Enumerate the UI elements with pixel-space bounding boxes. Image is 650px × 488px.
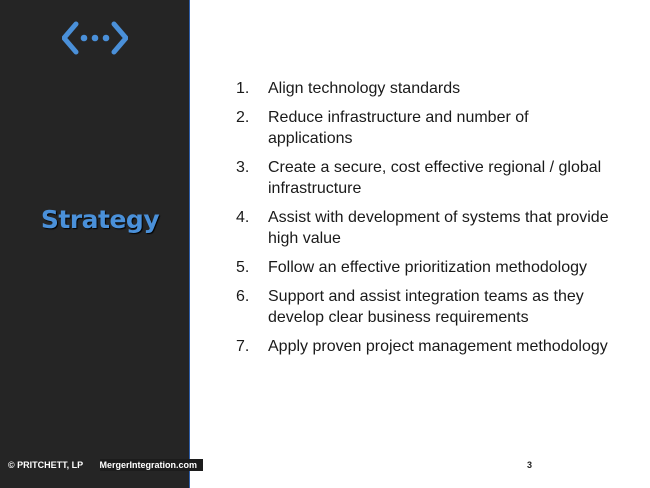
list-item — [236, 157, 616, 199]
list-item-text: Follow an effective prioritization methodology — [268, 259, 587, 276]
footer — [8, 460, 203, 470]
list-item-number: 6. — [236, 288, 250, 305]
list-item-number: 4. — [236, 209, 250, 226]
list-item — [236, 78, 616, 99]
list-item — [236, 107, 616, 149]
list-item-text: Support and assist integration teams as they develop clear business requirements — [268, 288, 584, 326]
list-item-text: Create a secure, cost effective regional / global infrastructure — [268, 159, 602, 197]
list-item — [236, 257, 616, 278]
list-item-text: Apply proven project management methodology — [268, 338, 608, 355]
list-item-text: Align technology standards — [268, 80, 461, 97]
list-item-number: 7. — [236, 338, 250, 355]
sidebar-panel — [0, 0, 190, 488]
strategy-list — [236, 78, 616, 365]
copyright-text: © PRITCHETT, LP — [8, 460, 83, 470]
list-item — [236, 336, 616, 357]
list-item-number: 2. — [236, 109, 250, 126]
network-arrows-icon — [62, 20, 128, 56]
list-item-number: 3. — [236, 159, 250, 176]
website-link[interactable]: MergerIntegration.com — [100, 459, 204, 471]
list-item-number: 5. — [236, 259, 250, 276]
list-item-text: Reduce infrastructure and number of applications — [268, 109, 529, 147]
page-number: 3 — [527, 460, 533, 470]
list-item-number: 1. — [236, 80, 250, 97]
list-item — [236, 207, 616, 249]
slide-title: Strategy — [40, 205, 160, 234]
list-item — [236, 286, 616, 328]
list-item-text: Assist with development of systems that provide high value — [268, 209, 609, 247]
